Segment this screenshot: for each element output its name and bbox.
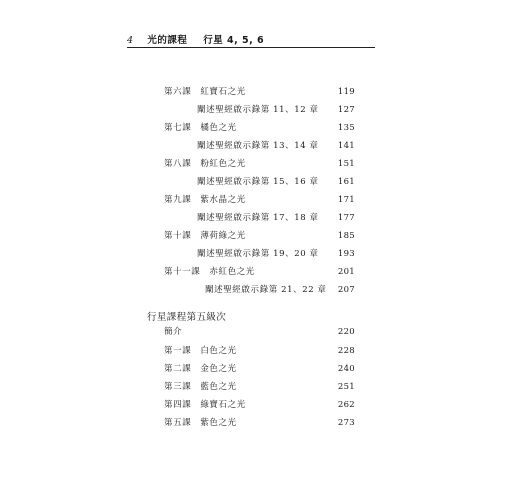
page-ref: 185: [337, 231, 355, 241]
page-ref: 262: [337, 400, 355, 410]
entry-title: 金色之光: [200, 364, 237, 374]
page-ref: 201: [337, 267, 355, 277]
lesson-number: 第一課: [164, 346, 192, 356]
lesson-number: 第五課: [164, 418, 192, 428]
entry-title: 闡述聖經啟示錄第 17、18 章: [197, 213, 319, 223]
lesson-number: 第七課: [164, 123, 192, 133]
entry-title: 闡述聖經啟示錄第 19、20 章: [197, 249, 319, 259]
lesson-number: 第八課: [164, 159, 192, 169]
entry-title: 白色之光: [200, 346, 237, 356]
page-ref: 151: [337, 159, 355, 169]
volume-label: 行星 4, 5, 6: [203, 35, 265, 46]
lesson-number: 第三課: [164, 382, 192, 392]
entry-title: 紫水晶之光: [200, 195, 246, 205]
page-ref: 193: [337, 249, 355, 259]
page-ref: 141: [337, 141, 355, 151]
lesson-number: 第四課: [164, 400, 192, 410]
entry-title: 粉紅色之光: [200, 159, 246, 169]
entry-title: 藍色之光: [200, 382, 237, 392]
page-ref: 177: [337, 213, 355, 223]
page-number: 4: [127, 35, 134, 46]
page-ref: 228: [337, 346, 355, 356]
page-ref: 251: [337, 382, 355, 392]
entry-title: 橘色之光: [200, 123, 237, 133]
page-ref: 119: [337, 87, 355, 97]
lesson-number: 第六課: [164, 87, 192, 97]
page-ref: 161: [337, 177, 355, 187]
book-title: 光的課程: [147, 35, 188, 46]
page-ref: 135: [337, 123, 355, 133]
lesson-number: 第十課: [164, 231, 192, 241]
entry-title: 紅寶石之光: [200, 87, 246, 97]
section-heading: 行星課程第五級次: [147, 312, 227, 323]
lesson-number: 第二課: [164, 364, 192, 374]
entry-title: 闡述聖經啟示錄第 15、16 章: [197, 177, 319, 187]
page-ref: 240: [337, 364, 355, 374]
entry-title: 薄荷綠之光: [200, 231, 246, 241]
entry-title: 簡介: [164, 327, 183, 337]
page-ref: 273: [337, 418, 355, 428]
lesson-number: 第十一課: [164, 267, 201, 277]
running-header: [127, 32, 264, 46]
entry-title: 闡述聖經啟示錄第 11、12 章: [197, 105, 319, 115]
entry-title: 綠寶石之光: [200, 400, 246, 410]
page-ref: 171: [337, 195, 355, 205]
page-ref: 127: [337, 105, 355, 115]
entry-title: 紫色之光: [200, 418, 237, 428]
entry-title: 闡述聖經啟示錄第 21、22 章: [205, 285, 327, 295]
entry-title: 闡述聖經啟示錄第 13、14 章: [197, 141, 319, 151]
page-ref: 220: [337, 327, 355, 337]
lesson-number: 第九課: [164, 195, 192, 205]
entry-title: 赤紅色之光: [209, 267, 255, 277]
page-ref: 207: [337, 285, 355, 295]
header-rule: [127, 47, 375, 48]
